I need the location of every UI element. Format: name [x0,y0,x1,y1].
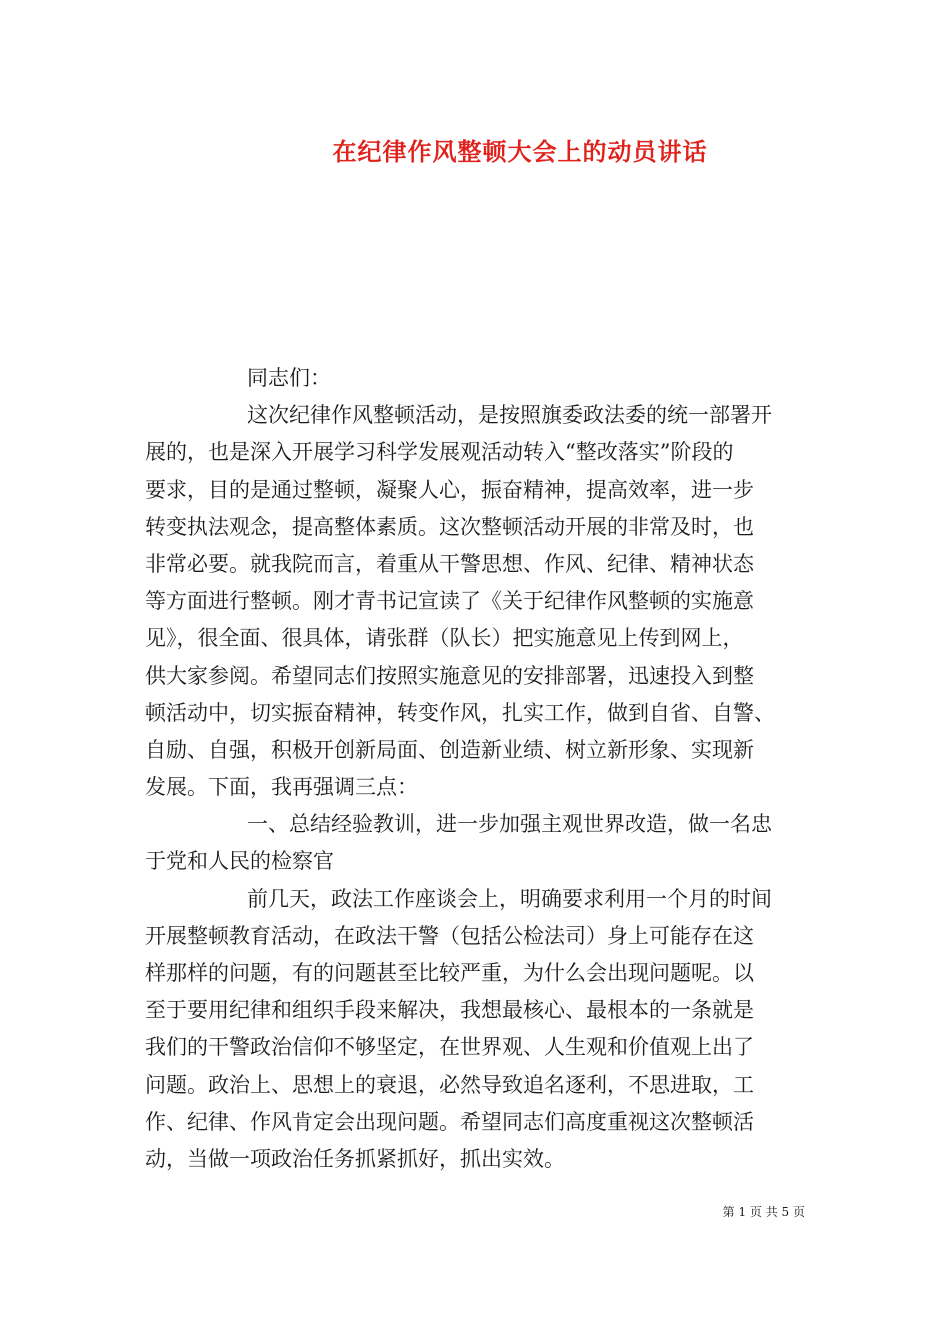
body-line: 非常必要。就我院而言，着重从干警思想、作风、纪律、精神状态 [145,551,754,576]
body-line: 开展整顿教育活动，在政法干警（包括公检法司）身上可能存在这 [145,923,754,948]
body-line: 发展。下面，我再强调三点： [145,775,418,800]
body-line: 展的，也是深入开展学习科学发展观活动转入“整改落实”阶段的 [145,440,734,465]
body-line: 这次纪律作风整顿活动，是按照旗委政法委的统一部署开 [247,403,772,428]
body-line: 供大家参阅。希望同志们按照实施意见的安排部署，迅速投入到整 [145,663,754,688]
body-line: 至于要用纪律和组织手段来解决，我想最核心、最根本的一条就是 [145,998,754,1023]
body-line: 于党和人民的检察官 [145,849,334,874]
document-body [145,360,817,1178]
body-line: 要求，目的是通过整顿，凝聚人心，振奋精神，提高效率，进一步 [145,477,754,502]
page-number-footer: 第 1 页 共 5 页 [722,1205,805,1219]
body-line: 一、总结经验教训，进一步加强主观世界改造，做一名忠 [247,812,772,837]
body-line: 动，当做一项政治任务抓紧抓好，抓出实效。 [145,1146,565,1171]
body-line: 前几天，政法工作座谈会上，明确要求利用一个月的时间 [247,886,772,911]
body-line: 作、纪律、作风肯定会出现问题。希望同志们高度重视这次整顿活 [145,1109,754,1134]
body-line: 见》，很全面、很具体，请张群（队长）把实施意见上传到网上， [145,626,744,651]
body-line: 自励、自强，积极开创新局面、创造新业绩、树立新形象、实现新 [145,737,754,762]
body-line: 顿活动中，切实振奋精神，转变作风，扎实工作，做到自省、自警、 [145,700,775,725]
body-line: 我们的干警政治信仰不够坚定，在世界观、人生观和价值观上出了 [145,1035,754,1060]
body-line: 等方面进行整顿。刚才青书记宣读了《关于纪律作风整顿的实施意 [145,589,754,614]
document-title: 在纪律作风整顿大会上的动员讲话 [332,137,708,166]
body-line: 转变执法观念，提高整体素质。这次整顿活动开展的非常及时，也 [145,514,754,539]
body-line: 样那样的问题，有的问题甚至比较严重，为什么会出现问题呢。以 [145,961,754,985]
body-line: 问题。政治上、思想上的衰退，必然导致追名逐利，不思进取，工 [145,1072,754,1097]
body-line: 同志们： [247,366,331,390]
